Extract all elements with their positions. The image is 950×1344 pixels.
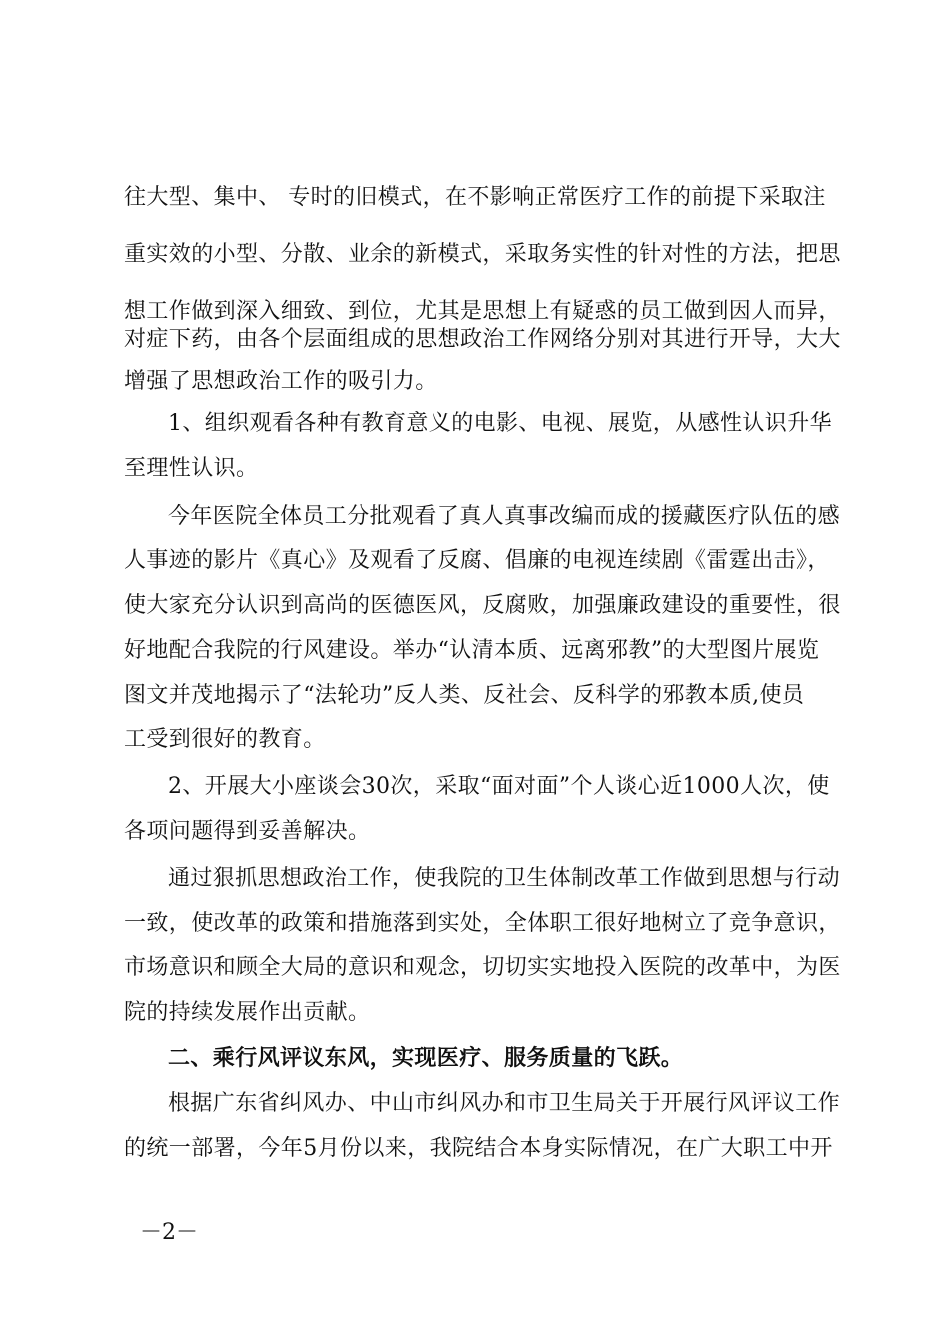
body-text-line: 各项问题得到妥善解决。: [124, 819, 371, 844]
page-number: －2－: [140, 1220, 198, 1245]
list-item-heading: 2、开展大小座谈会30次，采取“面对面”个人谈心近1000人次，使: [168, 774, 830, 799]
section-heading: 二、乘行风评议东风，实现医疗、服务质量的飞跃。: [168, 1045, 684, 1071]
body-text-line: 使大家充分认识到高尚的医德医风，反腐败，加强廉政建设的重要性，很: [124, 593, 841, 618]
body-text-line: 往大型、集中、 专时的旧模式，在不影响正常医疗工作的前提下采取注: [124, 185, 826, 210]
paragraph-first-line: 通过狠抓思想政治工作，使我院的卫生体制改革工作做到思想与行动: [168, 866, 841, 891]
body-text-line: 增强了思想政治工作的吸引力。: [124, 369, 438, 394]
body-text-line: 对症下药，由各个层面组成的思想政治工作网络分别对其进行开导，大大: [124, 327, 841, 352]
body-text-line: 至理性认识。: [124, 456, 259, 481]
body-text-line: 图文并茂地揭示了“法轮功”反人类、反社会、反科学的邪教本质,使员: [124, 683, 805, 708]
paragraph-first-line: 今年医院全体员工分批观看了真人真事改编而成的援藏医疗队伍的感: [168, 504, 841, 529]
body-text-line: 好地配合我院的行风建设。举办“认清本质、远离邪教”的大型图片展览: [124, 638, 820, 663]
list-item-heading: 1、组织观看各种有教育意义的电影、电视、展览，从感性认识升华: [168, 411, 832, 436]
body-text-line: 市场意识和顾全大局的意识和观念，切切实实地投入医院的改革中，为医: [124, 955, 841, 980]
body-text-line: 一致，使改革的政策和措施落到实处，全体职工很好地树立了竞争意识，: [124, 911, 841, 936]
body-text-line: 院的持续发展作出贡献。: [124, 1000, 371, 1025]
body-text-line: 人事迹的影片《真心》及观看了反腐、倡廉的电视连续剧《雷霆出击》，: [124, 548, 830, 573]
paragraph-first-line: 根据广东省纠风办、中山市纠风办和市卫生局关于开展行风评议工作: [168, 1091, 841, 1116]
body-text-line: 工受到很好的教育。: [124, 727, 326, 752]
body-text-line: 的统一部署，今年5月份以来，我院结合本身实际情况，在广大职工中开: [124, 1136, 833, 1161]
body-text-line: 想工作做到深入细致、到位，尤其是思想上有疑惑的员工做到因人而异，: [124, 299, 841, 324]
body-text-line: 重实效的小型、分散、业余的新模式，采取务实性的针对性的方法，把思: [124, 242, 841, 267]
